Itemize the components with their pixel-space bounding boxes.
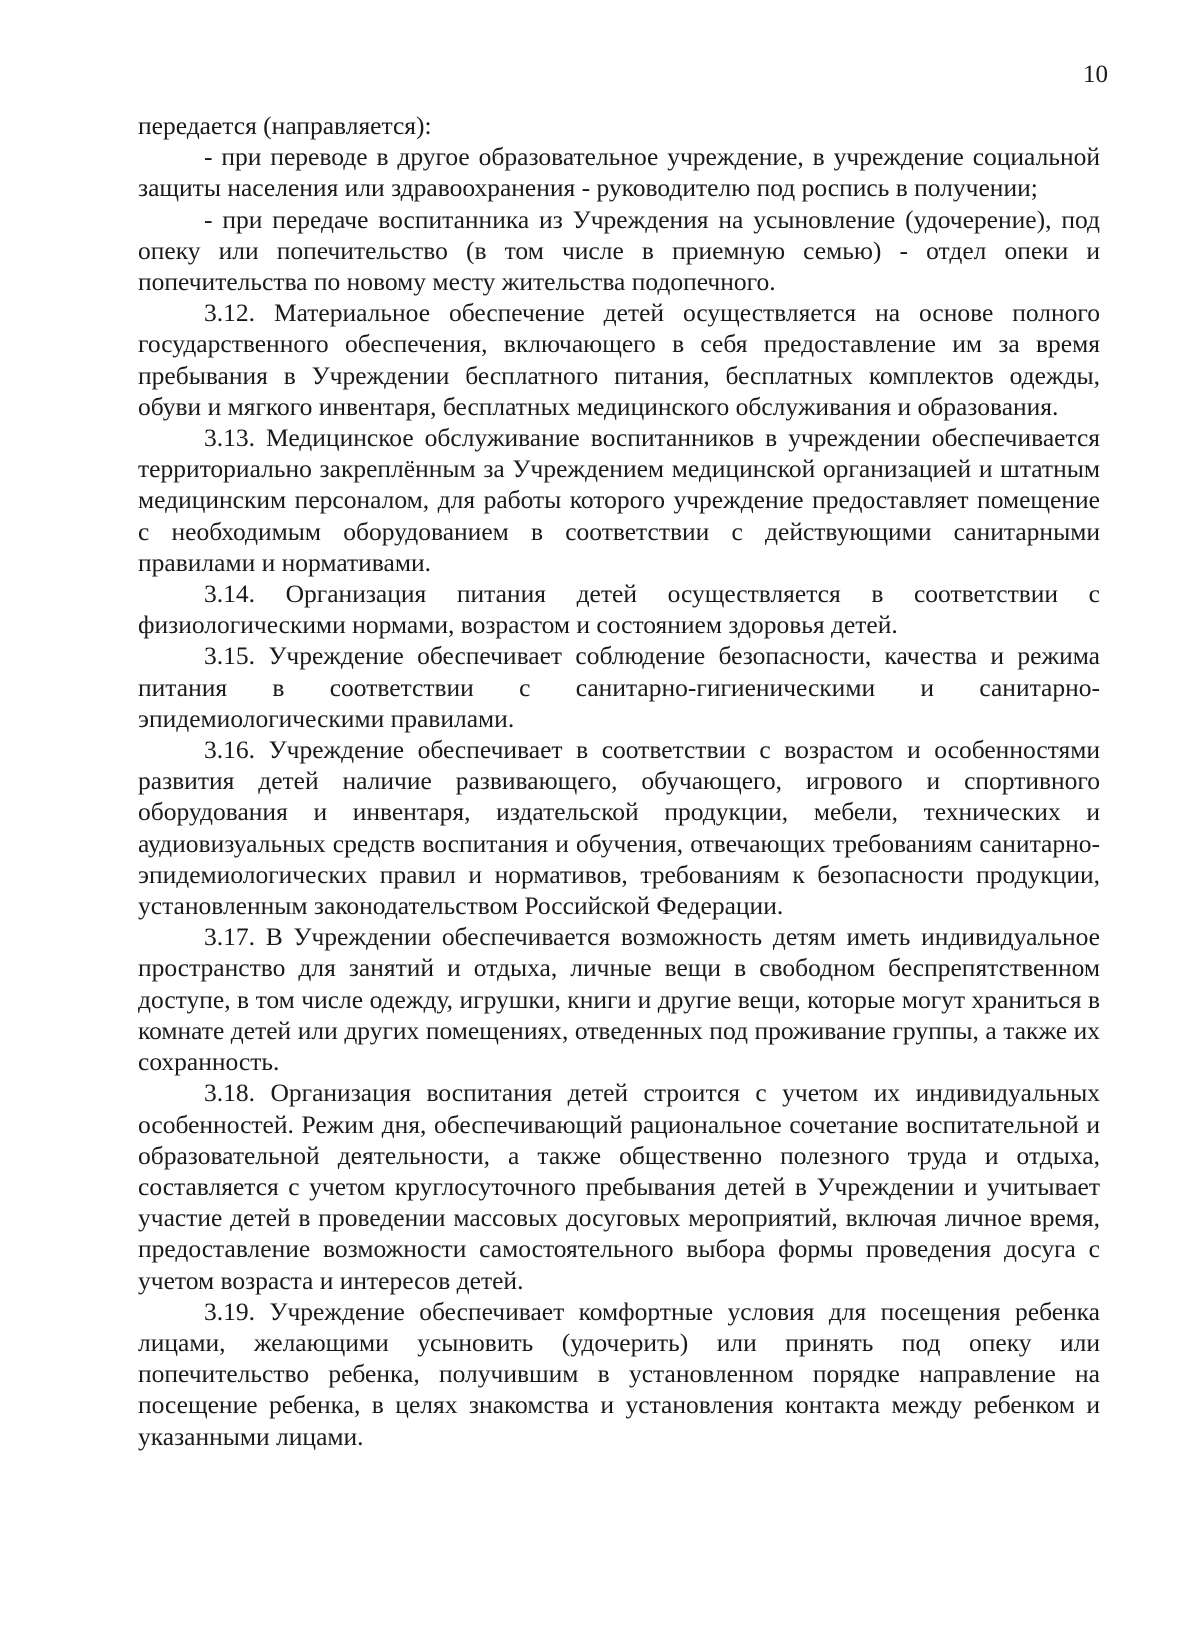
paragraph-3-13: 3.13. Медицинское обслуживание воспитанников в учреждении обеспечивается территориально закреплённым за Учреждением медицинской организацией и штатным медицинским персоналом, для работы которого учреждение предоставляет помещение с необходимым оборудованием в соответствии с действующими санитарными правилами и нормативами. xyxy=(138,423,1100,577)
document-body xyxy=(138,110,1100,1452)
paragraph-3-17: 3.17. В Учреждении обеспечивается возможность детям иметь индивидуальное пространство для занятий и отдыха, личные вещи в свободном беспрепятственном доступе, в том числе одежду, игрушки, книги и другие вещи, которые могут храниться в комнате детей или других помещениях, отведенных под проживание группы, а также их сохранность. xyxy=(138,922,1100,1077)
paragraph-list-item-adoption: - при передаче воспитанника из Учреждения на усыновление (удочерение), под опеку или попечительство (в том числе в приемную семью) - отдел опеки и попечительства по новому месту жительства подопечного. xyxy=(138,204,1100,297)
paragraph-3-14: 3.14. Организация питания детей осуществляется в соответствии с физиологическими нормами, возрастом и состоянием здоровья детей. xyxy=(138,579,1100,640)
page-number: 10 xyxy=(1083,61,1108,88)
paragraph-continuation: передается (направляется): xyxy=(138,111,432,140)
paragraph-3-18: 3.18. Организация воспитания детей строится с учетом их индивидуальных особенностей. Режим дня, обеспечивающий рациональное сочетание воспитательной и образовательной деятельности, а также общественно полезного труда и отдыха, составляется с учетом круглосуточного пребывания детей в Учреждении и учитывает участие детей в проведении массовых досуговых мероприятий, включая личное время, предоставление возможности самостоятельного выбора формы проведения досуга с учетом возраста и интересов детей. xyxy=(138,1078,1100,1295)
paragraph-3-12: 3.12. Материальное обеспечение детей осуществляется на основе полного государственного обеспечения, включающего в себя предоставление им за время пребывания в Учреждении бесплатного питания, бесплатных комплектов одежды, обуви и мягкого инвентаря, бесплатных медицинского обслуживания и образования. xyxy=(138,298,1100,421)
paragraph-3-16: 3.16. Учреждение обеспечивает в соответствии с возрастом и особенностями развития детей наличие развивающего, обучающего, игрового и спортивного оборудования и инвентаря, издательской продукции, мебели, технических и аудиовизуальных средств воспитания и обучения, отвечающих требованиям санитарно-эпидемиологических правил и нормативов, требованиям к безопасности продукции, установленным законодательством Российской Федерации. xyxy=(138,735,1100,921)
paragraph-list-item-transfer: - при переводе в другое образовательное учреждение, в учреждение социальной защиты населения или здравоохранения - руководителю под роспись в получении; xyxy=(138,142,1100,203)
paragraph-3-15: 3.15. Учреждение обеспечивает соблюдение безопасности, качества и режима питания в соответствии с санитарно-гигиеническими и санитарно-эпидемиологическими правилами. xyxy=(138,641,1100,733)
paragraph-3-19: 3.19. Учреждение обеспечивает комфортные условия для посещения ребенка лицами, желающими усыновить (удочерить) или принять под опеку или попечительство ребенка, получившим в установленном порядке направление на посещение ребенка, в целях знакомства и установления контакта между ребенком и указанными лицами. xyxy=(138,1296,1100,1451)
